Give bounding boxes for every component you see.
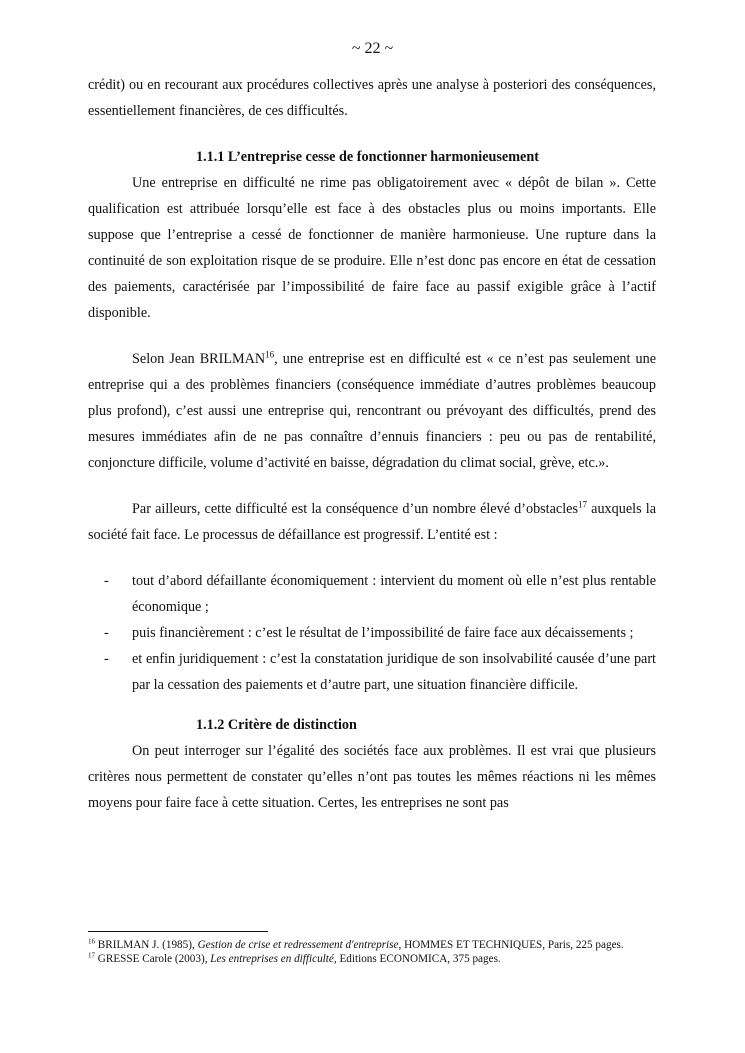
footnote-title: Les entreprises en difficulté, bbox=[210, 953, 337, 965]
footnote-ref-16[interactable]: 16 bbox=[265, 349, 275, 360]
footnote-number: 17 bbox=[88, 951, 95, 960]
document-body bbox=[88, 72, 656, 816]
footnote-title: Gestion de crise et redressement d'entreprise bbox=[197, 939, 399, 951]
footnote-text: Editions ECONOMICA, 375 pages. bbox=[336, 953, 501, 965]
footnote-ref-17[interactable]: 17 bbox=[577, 499, 587, 510]
bullet-dash: - bbox=[104, 651, 109, 667]
list-item bbox=[88, 620, 656, 646]
footnote-text: BRILMAN J. (1985), bbox=[95, 939, 198, 951]
footnote-separator bbox=[88, 931, 268, 932]
section-heading-1-1-1: 1.1.1 L’entreprise cesse de fonctionner harmonieusement bbox=[196, 149, 539, 165]
failure-stages-list bbox=[88, 568, 656, 698]
section-heading-1-1-2: 1.1.2 Critère de distinction bbox=[196, 717, 357, 733]
list-item bbox=[88, 568, 656, 620]
footnote-text: , HOMMES ET TECHNIQUES, Paris, 225 pages. bbox=[398, 939, 624, 951]
footnote-text: GRESSE Carole (2003), bbox=[95, 953, 211, 965]
footnotes bbox=[88, 938, 656, 966]
intro-paragraph: crédit) ou en recourant aux procédures collectives après une analyse à posteriori des conséquences, essentiellement financières, de ces difficultés. bbox=[88, 77, 656, 119]
footnote-number: 16 bbox=[88, 937, 95, 946]
paragraph-text: Selon Jean BRILMAN bbox=[132, 351, 266, 367]
paragraph-brilman bbox=[88, 346, 656, 476]
paragraph-distinction: On peut interroger sur l’égalité des sociétés face aux problèmes. Il est vrai que plusieurs critères nous permettent de constater qu’elles n’ont pas toutes les mêmes réactions ni les mêmes moyens pour faire face à cette situation. Certes, les entreprises ne sont pas bbox=[88, 743, 656, 811]
bullet-dash: - bbox=[104, 625, 109, 641]
list-item-text: et enfin juridiquement : c’est la constatation juridique de son insolvabilité causée d’une part par la cessation des paiements et d’autre part, une situation financière difficile. bbox=[132, 651, 656, 693]
paragraph-text: auxquels la société fait face. Le processus de défaillance est progressif. L’entité est : bbox=[88, 501, 656, 543]
paragraph-definition: Une entreprise en difficulté ne rime pas obligatoirement avec « dépôt de bilan ». Cette qualification est attribuée lorsqu’elle est face à des obstacles plus ou moins importants. Elle suppose que l’entreprise a cessé de fonctionner de manière harmonieuse. Une rupture dans la continuité de son exploitation risque de se produire. Elle n’est donc pas encore en état de cessation des paiements, caractérisée par l’impossibilité de faire face au passif exigible grâce à l’actif disponible. bbox=[88, 175, 656, 321]
bullet-dash: - bbox=[104, 573, 109, 589]
list-item-text: tout d’abord défaillante économiquement : intervient du moment où elle n’est plus rentable économique ; bbox=[132, 573, 656, 615]
footnote-17 bbox=[88, 952, 656, 966]
paragraph-text: Par ailleurs, cette difficulté est la conséquence d’un nombre élevé d’obstacles bbox=[132, 501, 578, 517]
list-item bbox=[88, 646, 656, 698]
paragraph-text: , une entreprise est en difficulté est « ce n’est pas seulement une entreprise qui a des problèmes financiers (conséquence immédiate d’autres problèmes beaucoup plus profond), c’est aussi une entreprise qui, rencontrant ou prévoyant des difficultés, prend des mesures immédiates afin de ne pas connaître d’ennuis financiers : peu ou pas de rentabilité, conjoncture difficile, volume d’activité en baisse, dégradation du climat social, grève, etc.». bbox=[88, 351, 656, 471]
footnote-16 bbox=[88, 938, 656, 952]
paragraph-obstacles bbox=[88, 496, 656, 548]
page-number: ~ 22 ~ bbox=[351, 40, 394, 57]
list-item-text: puis financièrement : c’est le résultat de l’impossibilité de faire face aux décaissements ; bbox=[132, 625, 634, 641]
